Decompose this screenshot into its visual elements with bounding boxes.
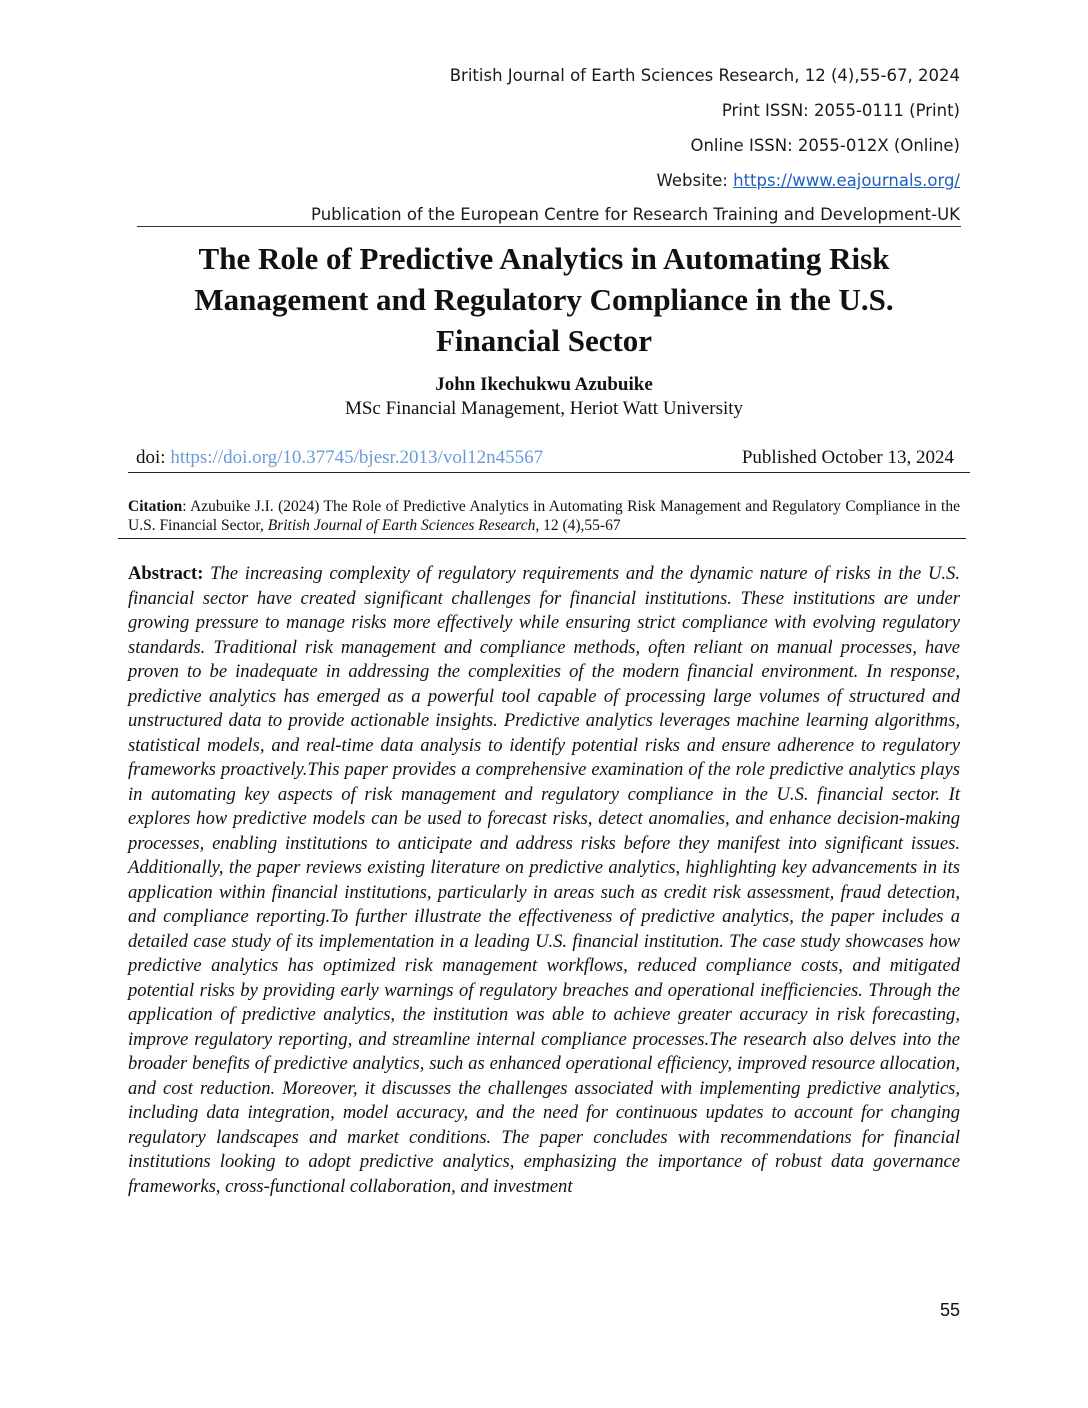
page-number: 55 bbox=[939, 1300, 960, 1320]
citation-text-a: : Azubuike J.I. (2024) The Role of Predictive Analytics in Automating Risk Management and Regulatory Compliance in the U.S. Financial Sector, bbox=[128, 498, 960, 534]
doi-row bbox=[136, 447, 954, 469]
website-line bbox=[657, 171, 960, 190]
citation-divider bbox=[118, 538, 966, 539]
citation-label: Citation bbox=[128, 498, 183, 515]
online-issn: Online ISSN: 2055-012X (Online) bbox=[690, 136, 960, 155]
published-date: Published October 13, 2024 bbox=[741, 447, 954, 468]
print-issn: Print ISSN: 2055-0111 (Print) bbox=[721, 101, 960, 120]
citation-text-b: , 12 (4),55-67 bbox=[535, 517, 621, 534]
website-label: Website: bbox=[656, 171, 734, 190]
abstract-text: The increasing complexity of regulatory requirements and the dynamic nature of risks in the U.S. financial sector have created significant challenges for financial institutions. These institutions are under growing pressure to manage risks more effectively while ensuring strict compliance with evolving regulatory standards. Traditional risk management and compliance methods, often reliant on manual processes, have proven to be inadequate in addressing the complexities of the modern financial environment. In response, predictive analytics has emerged as a powerful tool capable of processing large volumes of structured and unstructured data to provide actionable insights. Predictive analytics leverages machine learning algorithms, statistical models, and real-time data analysis to identify potential risks and ensure adherence to regulatory frameworks proactively.This paper provides a comprehensive examination of the role predictive analytics plays in automating key aspects of risk management and regulatory compliance in the U.S. financial sector. It explores how predictive models can be used to forecast risks, detect anomalies, and enhance decision-making processes, enabling institutions to anticipate and address risks before they manifest into significant issues. Additionally, the paper reviews existing literature on predictive analytics, highlighting key advancements in its application within financial institutions, particularly in areas such as credit risk assessment, fraud detection, and compliance reporting.To further illustrate the effectiveness of predictive analytics, the paper includes a detailed case study of its implementation in a leading U.S. financial institution. The case study showcases how predictive analytics has optimized risk management workflows, reduced compliance costs, and mitigated potential risks by providing early warnings of regulatory breaches and operational inefficiencies. Through the application of predictive analytics, the institution was able to achieve greater accuracy in risk forecasting, improve regulatory reporting, and streamline internal compliance processes.The research also delves into the broader benefits of predictive analytics, such as enhanced operational efficiency, improved resource allocation, and cost reduction. Moreover, it discusses the challenges associated with implementing predictive analytics, including data integration, model accuracy, and the need for continuous updates to account for changing regulatory landscapes and market conditions. The paper concludes with recommendations for financial institutions looking to adopt predictive analytics, emphasizing the importance of robust data governance frameworks, cross-functional collaboration, and investment bbox=[128, 563, 960, 1197]
header-divider bbox=[137, 226, 961, 227]
doi-link[interactable]: https://doi.org/10.37745/bjesr.2013/vol12n45567 bbox=[170, 447, 544, 468]
doi-label: doi: bbox=[136, 447, 171, 468]
author-affiliation: MSc Financial Management, Heriot Watt University bbox=[344, 398, 744, 419]
citation-journal: British Journal of Earth Sciences Research bbox=[267, 517, 536, 534]
journal-reference: British Journal of Earth Sciences Research, 12 (4),55-67, 2024 bbox=[449, 66, 960, 85]
citation-block bbox=[128, 497, 960, 535]
doi-divider bbox=[128, 472, 970, 473]
paper-title: The Role of Predictive Analytics in Automating Risk Management and Regulatory Compliance in the U.S. Financial Sector bbox=[194, 241, 894, 358]
website-link[interactable]: https://www.eajournals.org/ bbox=[733, 171, 960, 190]
publisher-line: Publication of the European Centre for Research Training and Development-UK bbox=[311, 205, 960, 224]
abstract-label: Abstract: bbox=[128, 563, 204, 584]
author-name: John Ikechukwu Azubuike bbox=[435, 374, 653, 395]
abstract-paragraph bbox=[128, 562, 960, 1199]
